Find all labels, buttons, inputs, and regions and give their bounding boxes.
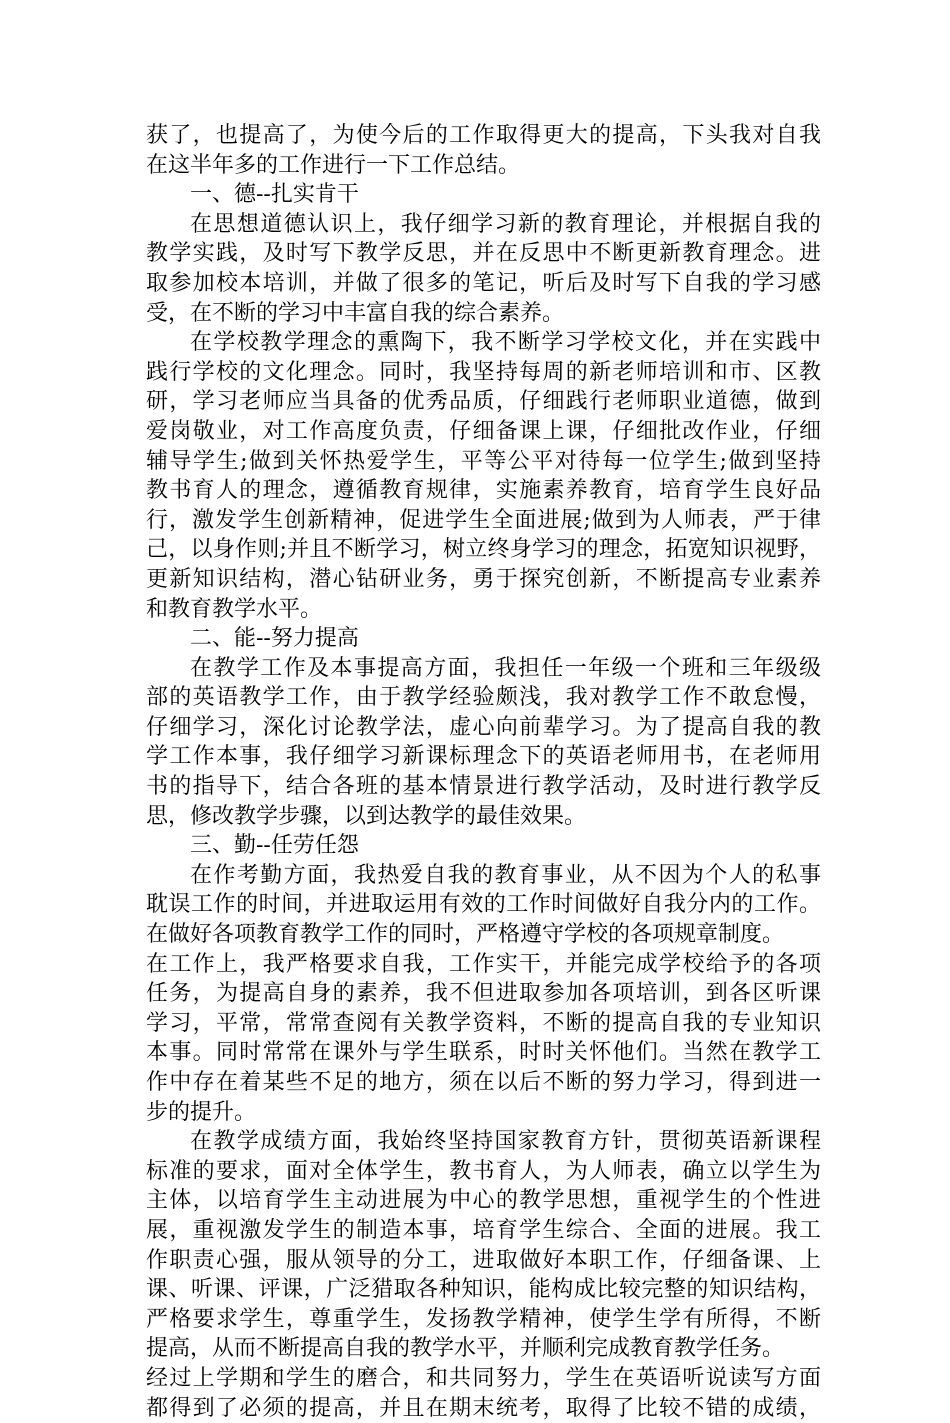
text-line: 提高，从而不断提高自我的教学水平，并顺利完成教育教学任务。 <box>146 1336 785 1362</box>
text-line: 研，学习老师应当具备的优秀品质，仔细践行老师职业道德，做到 <box>146 389 821 415</box>
text-line: 部的英语教学工作，由于教学经验颇浅，我对教学工作不敢怠慢， <box>146 685 821 711</box>
text-line: 在这半年多的工作进行一下工作总结。 <box>146 152 521 178</box>
text-line: 步的提升。 <box>146 1099 257 1125</box>
text-line: 在工作上，我严格要求自我，工作实干，并能完成学校给予的各项 <box>146 951 821 977</box>
text-line: 在教学工作及本事提高方面，我担任一年级一个班和三年级级 <box>190 655 821 681</box>
text-line: 课、听课、评课，广泛猎取各种知识，能构成比较完整的知识结构， <box>146 1277 821 1303</box>
text-line: 二、能--努力提高 <box>190 626 359 652</box>
text-line: 书的指导下，结合各班的基本情景进行教学活动，及时进行教学反 <box>146 774 821 800</box>
text-line: 主体，以培育学生主动进展为中心的教学思想，重视学生的个性进 <box>146 1188 821 1214</box>
text-line: 展，重视激发学生的制造本事，培育学生综合、全面的进展。我工 <box>146 1217 821 1243</box>
text-line: 三、勤--任劳任怨 <box>190 833 359 859</box>
text-line: 思，修改教学步骤，以到达教学的最佳效果。 <box>146 803 587 829</box>
text-line: 在学校教学理念的熏陶下，我不断学习学校文化，并在实践中 <box>190 330 821 356</box>
text-line: 仔细学习，深化讨论教学法，虚心向前辈学习。为了提高自我的教 <box>146 714 821 740</box>
text-line: 都得到了必须的提高，并且在期末统考，取得了比较不错的成绩， <box>146 1395 821 1421</box>
text-line: 本事。同时常常在课外与学生联系，时时关怀他们。当然在教学工 <box>146 1040 821 1066</box>
text-line: 受，在不断的学习中丰富自我的综合素养。 <box>146 300 565 326</box>
text-line: 教书育人的理念，遵循教育规律，实施素养教育，培育学生良好品 <box>146 478 821 504</box>
document-body <box>146 121 821 1423</box>
text-line: 学习，平常，常常查阅有关教学资料，不断的提高自我的专业知识 <box>146 1010 821 1036</box>
text-line: 爱岗敬业，对工作高度负责，仔细备课上课，仔细批改作业，仔细 <box>146 418 821 444</box>
text-line: 严格要求学生，尊重学生，发扬教学精神，使学生学有所得，不断 <box>146 1306 821 1332</box>
text-line: 一、德--扎实肯干 <box>190 182 359 208</box>
text-line: 耽误工作的时间，并进取运用有效的工作时间做好自我分内的工作。 <box>146 892 821 918</box>
text-line: 标准的要求，面对全体学生，教书育人，为人师表，确立以学生为 <box>146 1158 821 1184</box>
text-line: 践行学校的文化理念。同时，我坚持每周的新老师培训和市、区教 <box>146 359 821 385</box>
text-line: 学工作本事，我仔细学习新课标理念下的英语老师用书，在老师用 <box>146 744 821 770</box>
text-line: 任务，为提高自身的素养，我不但进取参加各项培训，到各区听课 <box>146 981 821 1007</box>
text-line: 在教学成绩方面，我始终坚持国家教育方针，贯彻英语新课程 <box>190 1129 821 1155</box>
text-line: 在作考勤方面，我热爱自我的教育事业，从不因为个人的私事 <box>190 862 821 888</box>
text-line: 取参加校本培训，并做了很多的笔记，听后及时写下自我的学习感 <box>146 270 821 296</box>
text-line: 教学实践，及时写下教学反思，并在反思中不断更新教育理念。进 <box>146 241 821 267</box>
text-line: 行，激发学生创新精神，促进学生全面进展;做到为人师表，严于律 <box>146 507 821 533</box>
text-line: 在思想道德认识上，我仔细学习新的教育理论，并根据自我的 <box>190 211 821 237</box>
text-line: 己，以身作则;并且不断学习，树立终身学习的理念，拓宽知识视野， <box>146 537 821 563</box>
text-line: 经过上学期和学生的磨合，和共同努力，学生在英语听说读写方面 <box>146 1365 821 1391</box>
text-line: 在做好各项教育教学工作的同时，严格遵守学校的各项规章制度。 <box>146 922 785 948</box>
text-line: 作中存在着某些不足的地方，须在以后不断的努力学习，得到进一 <box>146 1070 821 1095</box>
text-line: 获了，也提高了，为使今后的工作取得更大的提高，下头我对自我 <box>146 123 821 148</box>
text-line: 作职责心强，服从领导的分工，进取做好本职工作，仔细备课、上 <box>146 1247 821 1273</box>
text-line: 辅导学生;做到关怀热爱学生，平等公平对待每一位学生;做到坚持 <box>146 448 821 474</box>
text-line: 更新知识结构，潜心钻研业务，勇于探究创新，不断提高专业素养 <box>146 566 821 592</box>
text-line: 和教育教学水平。 <box>146 596 323 622</box>
